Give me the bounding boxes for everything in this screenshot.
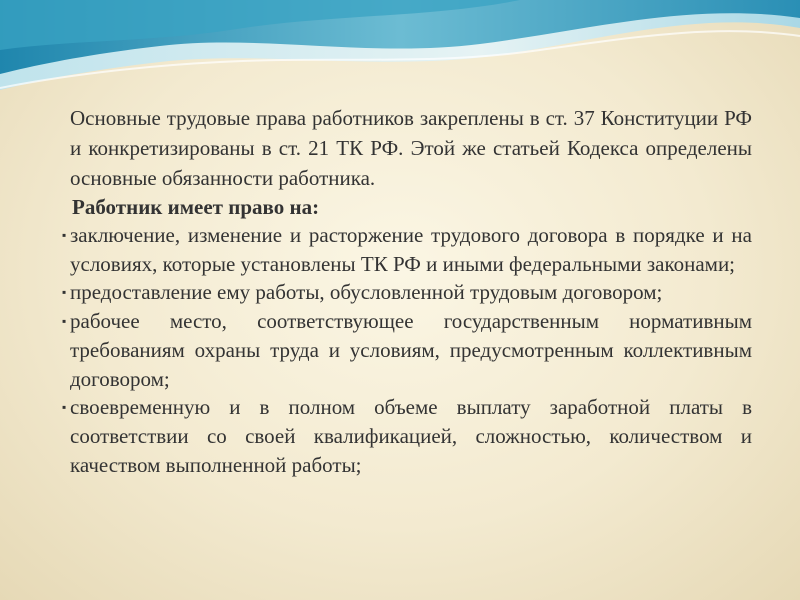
slide-body <box>62 103 752 479</box>
list-item <box>62 393 752 479</box>
rights-heading: Работник имеет право на: <box>72 195 320 219</box>
bullet-icon: ▪ <box>62 228 67 242</box>
bullet-icon: ▪ <box>62 400 67 415</box>
rights-list <box>62 221 752 479</box>
bullet-icon: ▪ <box>62 314 67 329</box>
list-item-text: заключение, изменение и расторжение трудового договора в порядке и на условиях, которые установлены ТК РФ и иными федеральными законами; <box>70 223 752 276</box>
decorative-wave-header <box>0 0 800 110</box>
list-item-text: рабочее место, соответствующее государственным нормативным требованиям охраны труда и условиям, предусмотренным коллективным договором; <box>70 309 752 391</box>
list-item <box>62 278 752 307</box>
bullet-icon: ▪ <box>62 285 67 300</box>
list-item-text: своевременную и в полном объеме выплату заработной платы в соответствии со своей квалификацией, сложностью, количеством и качеством выполненной работы; <box>70 395 752 477</box>
list-item <box>62 221 752 278</box>
list-item-text: предоставление ему работы, обусловленной трудовым договором; <box>70 280 663 305</box>
intro-paragraph: Основные трудовые права работников закреплены в ст. 37 Конституции РФ и конкретизированы в ст. 21 ТК РФ. Этой же статьей Кодекса определены основные обязанности работника. <box>70 106 752 190</box>
list-item <box>62 307 752 393</box>
